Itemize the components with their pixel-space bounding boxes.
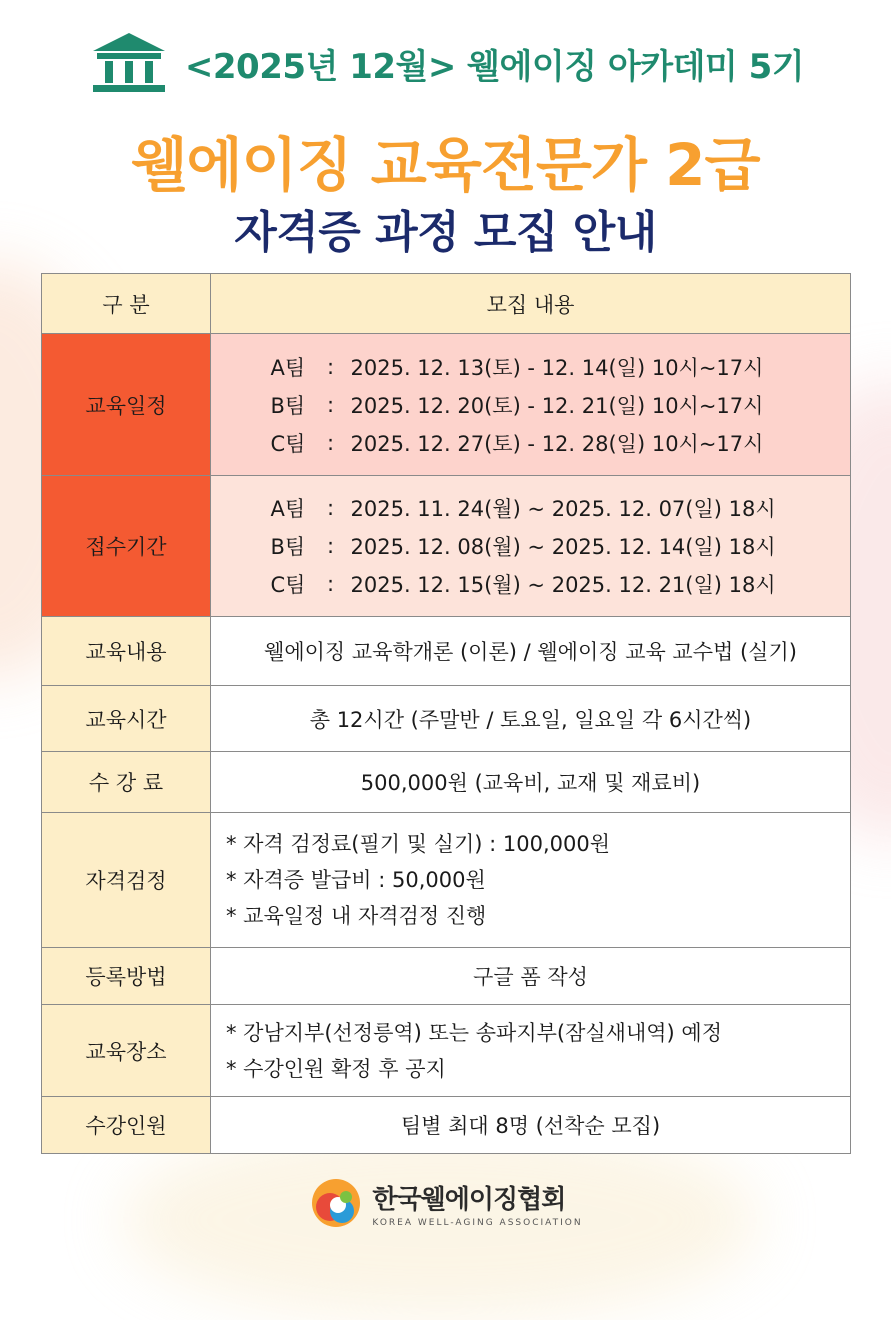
table-row-fee [42,752,851,813]
recruitment-info-table [41,273,851,1154]
exam-values [211,813,851,948]
schedule-line-c [212,424,849,462]
schedule-values [211,334,851,476]
row-label-schedule: 교육일정 [42,334,211,476]
page-title: 웰에이징 교육전문가 2급 [131,131,760,199]
schedule-dates: 2025. 12. 13(토) - 12. 14(일) 10시~17시 [350,355,764,380]
table-row-hours [42,686,851,752]
row-label-fee: 수 강 료 [42,752,211,813]
application-line-a [212,489,849,527]
table-header-row [42,274,851,334]
table-row-register [42,948,851,1005]
list-item: * 수강인원 확정 후 공지 [226,1056,446,1081]
association-footer [0,1175,891,1231]
list-item: * 강남지부(선정릉역) 또는 송파지부(잠실새내역) 예정 [226,1020,722,1045]
application-dates: 2025. 11. 24(월) ~ 2025. 12. 07(일) 18시 [350,497,776,521]
table-row-exam [42,813,851,948]
page-title-secondary: 자격증 과정 모집 안내 [234,207,657,258]
row-label-place: 교육장소 [42,1005,211,1097]
academy-building-icon [87,31,171,95]
team-label: A팀 [270,497,306,521]
list-item: * 교육일정 내 자격검정 진행 [226,904,487,928]
team-label: B팀 [270,393,306,418]
separator: : [326,572,335,596]
table-row-capacity [42,1097,851,1154]
table-row-place [42,1005,851,1097]
application-dates: 2025. 12. 08(월) ~ 2025. 12. 14(일) 18시 [350,535,776,559]
fee-value: 500,000원 (교육비, 교재 및 재료비) [211,752,851,813]
association-name: 한국웰에이징협회 [372,1184,566,1215]
separator: : [326,534,335,558]
team-label: A팀 [270,355,306,380]
place-values [211,1005,851,1097]
column-header-content: 모집 내용 [211,274,851,334]
row-label-register: 등록방법 [42,948,211,1005]
header-subtitle-row [0,28,891,98]
row-label-application: 접수기간 [42,476,211,617]
schedule-line-b [212,386,849,424]
separator: : [326,392,335,417]
table-row-content [42,617,851,686]
team-label: C팀 [270,431,306,456]
register-value: 구글 폼 작성 [211,948,851,1005]
capacity-value: 팀별 최대 8명 (선착순 모집) [211,1097,851,1154]
row-label-hours: 교육시간 [42,686,211,752]
exam-list [212,826,849,934]
application-values [211,476,851,617]
team-label: C팀 [270,573,306,597]
schedule-dates: 2025. 12. 20(토) - 12. 21(일) 10시~17시 [350,393,764,418]
list-item: * 자격증 발급비 : 50,000원 [226,868,486,892]
application-line-c [212,565,849,603]
association-name-english: KOREA WELL-AGING ASSOCIATION [372,1217,583,1228]
schedule-line-a [212,348,849,386]
column-header-category: 구 분 [42,274,211,334]
row-label-capacity: 수강인원 [42,1097,211,1154]
application-line-b [212,527,849,565]
separator: : [326,496,335,520]
list-item: * 자격 검정료(필기 및 실기) : 100,000원 [226,832,610,856]
place-list [212,1015,849,1087]
team-label: B팀 [270,535,306,559]
row-label-exam: 자격검정 [42,813,211,948]
association-name-block [372,1179,582,1228]
content-value: 웰에이징 교육학개론 (이론) / 웰에이징 교육 교수법 (실기) [211,617,851,686]
association-logo-icon [308,1175,364,1231]
separator: : [326,430,335,455]
event-subtitle: <2025년 12월> 웰에이징 아카데미 5기 [184,46,805,87]
table-row-schedule [42,334,851,476]
separator: : [326,354,335,379]
table-row-application [42,476,851,617]
hours-value: 총 12시간 (주말반 / 토요일, 일요일 각 6시간씩) [211,686,851,752]
row-label-content: 교육내용 [42,617,211,686]
application-dates: 2025. 12. 15(월) ~ 2025. 12. 21(일) 18시 [350,573,776,597]
schedule-dates: 2025. 12. 27(토) - 12. 28(일) 10시~17시 [350,431,764,456]
